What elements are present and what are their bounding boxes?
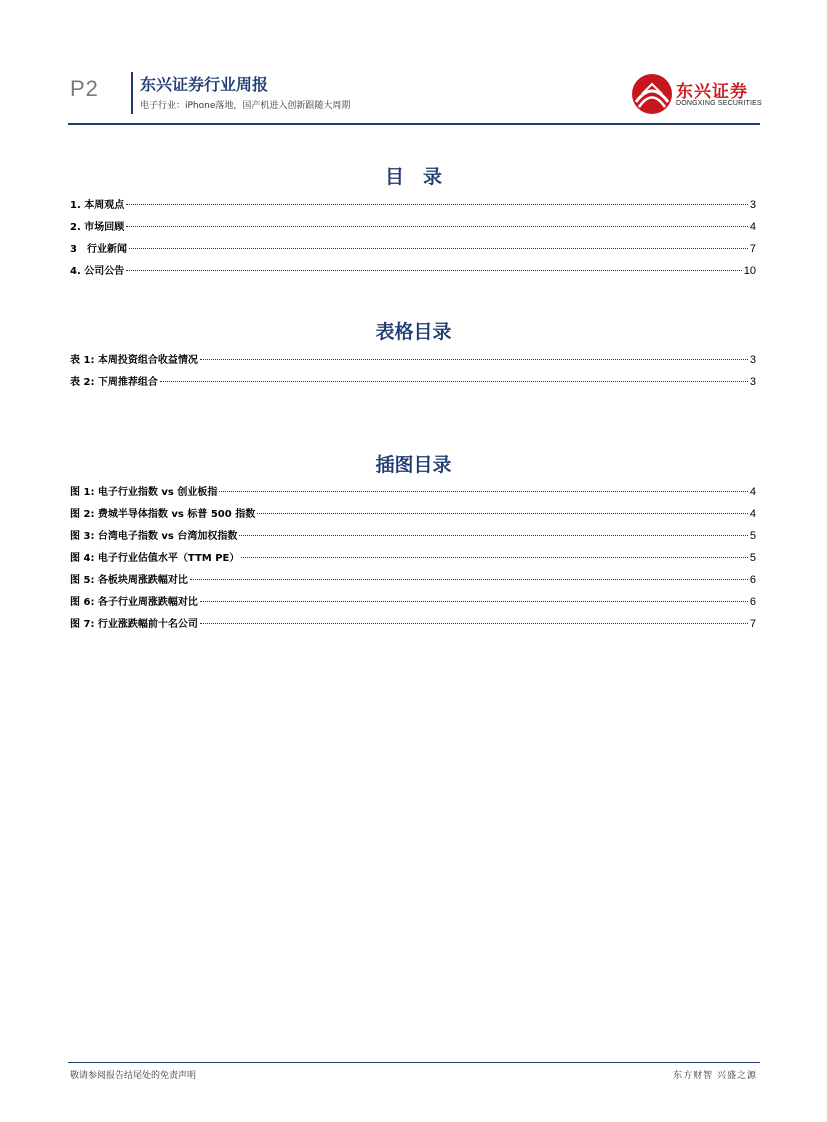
- figure-toc-entry[interactable]: [70, 571, 756, 593]
- toc-entry[interactable]: [70, 262, 756, 284]
- toc-entry-label: 表 1: 本周投资组合收益情况: [70, 355, 198, 366]
- figure-toc-entry[interactable]: [70, 593, 756, 615]
- toc-title: 目 录: [384, 166, 442, 188]
- toc-entry-page: 3: [749, 354, 756, 366]
- toc-leader-dots: [160, 381, 748, 382]
- toc-entry-label: 图 2: 费城半导体指数 vs 标普 500 指数: [70, 509, 256, 520]
- toc-leader-dots: [126, 204, 748, 205]
- toc-entry-page: 6: [749, 596, 756, 608]
- report-title: 东兴证券行业周报: [140, 75, 269, 94]
- toc-leader-dots: [126, 226, 748, 227]
- toc-entry-page: 5: [749, 530, 756, 542]
- toc-entry-label: 4. 公司公告: [70, 266, 125, 277]
- toc-entry-page: 3: [749, 376, 756, 388]
- footer-slogan: 东方财智 兴盛之源: [673, 1071, 757, 1081]
- toc-entry-label: 图 7: 行业涨跌幅前十名公司: [70, 619, 198, 630]
- toc-entry-page: 4: [749, 221, 756, 233]
- toc-leader-dots: [200, 359, 748, 360]
- tables-toc-list: [70, 351, 756, 395]
- toc-entry-label: 1. 本周观点: [70, 200, 125, 211]
- footer-disclaimer: 敬请参阅报告结尾处的免责声明: [70, 1071, 197, 1081]
- tables-toc-title: 表格目录: [375, 321, 452, 343]
- toc-leader-dots: [241, 557, 747, 558]
- figure-toc-entry[interactable]: [70, 483, 756, 505]
- toc-leader-dots: [200, 601, 748, 602]
- toc-leader-dots: [190, 579, 748, 580]
- toc-entry-label: 表 2: 下周推荐组合: [70, 377, 158, 388]
- toc-entry-page: 7: [749, 618, 756, 630]
- toc-leader-dots: [200, 623, 748, 624]
- toc-entry-page: 7: [749, 243, 756, 255]
- toc-entry-page: 4: [749, 508, 756, 520]
- toc-entry-page: 4: [749, 486, 756, 498]
- toc-entry-label: 3 行业新闻: [70, 244, 127, 255]
- toc-entry-label: 图 5: 各板块周涨跌幅对比: [70, 575, 188, 586]
- toc-entry-label: 图 3: 台湾电子指数 vs 台湾加权指数: [70, 531, 238, 542]
- toc-leader-dots: [126, 270, 742, 271]
- logo-subtext: DONGXING SECURITIES: [676, 100, 762, 107]
- header-rule: [68, 123, 760, 125]
- toc-entry-page: 5: [749, 552, 756, 564]
- header-divider: [131, 72, 133, 114]
- toc-entry-label: 图 1: 电子行业指数 vs 创业板指: [70, 487, 218, 498]
- toc-leader-dots: [129, 248, 748, 249]
- toc-leader-dots: [257, 513, 748, 514]
- toc-entry-label: 2. 市场回顾: [70, 222, 125, 233]
- toc-entry[interactable]: [70, 218, 756, 240]
- toc-leader-dots: [219, 491, 748, 492]
- toc-entry-label: 图 6: 各子行业周涨跌幅对比: [70, 597, 198, 608]
- figure-toc-entry[interactable]: [70, 505, 756, 527]
- page-number: P2: [70, 76, 99, 101]
- toc-entry-page: 10: [743, 265, 756, 277]
- figures-toc-title: 插图目录: [375, 454, 452, 476]
- logo-text: 东兴证券: [676, 82, 748, 102]
- toc-entry[interactable]: [70, 196, 756, 218]
- figure-toc-entry[interactable]: [70, 615, 756, 637]
- figure-toc-entry[interactable]: [70, 527, 756, 549]
- footer-rule: [68, 1062, 760, 1063]
- table-toc-entry[interactable]: [70, 373, 756, 395]
- toc-entry-page: 3: [749, 199, 756, 211]
- toc-entry-page: 6: [749, 574, 756, 586]
- figures-toc-list: [70, 483, 756, 637]
- table-toc-entry[interactable]: [70, 351, 756, 373]
- toc-entry-label: 图 4: 电子行业估值水平（TTM PE）: [70, 553, 240, 564]
- report-subtitle: 电子行业：iPhone落地，国产机进入创新跟随大周期: [140, 101, 351, 111]
- toc-entry[interactable]: [70, 240, 756, 262]
- toc-list: [70, 196, 756, 284]
- figure-toc-entry[interactable]: [70, 549, 756, 571]
- toc-leader-dots: [239, 535, 748, 536]
